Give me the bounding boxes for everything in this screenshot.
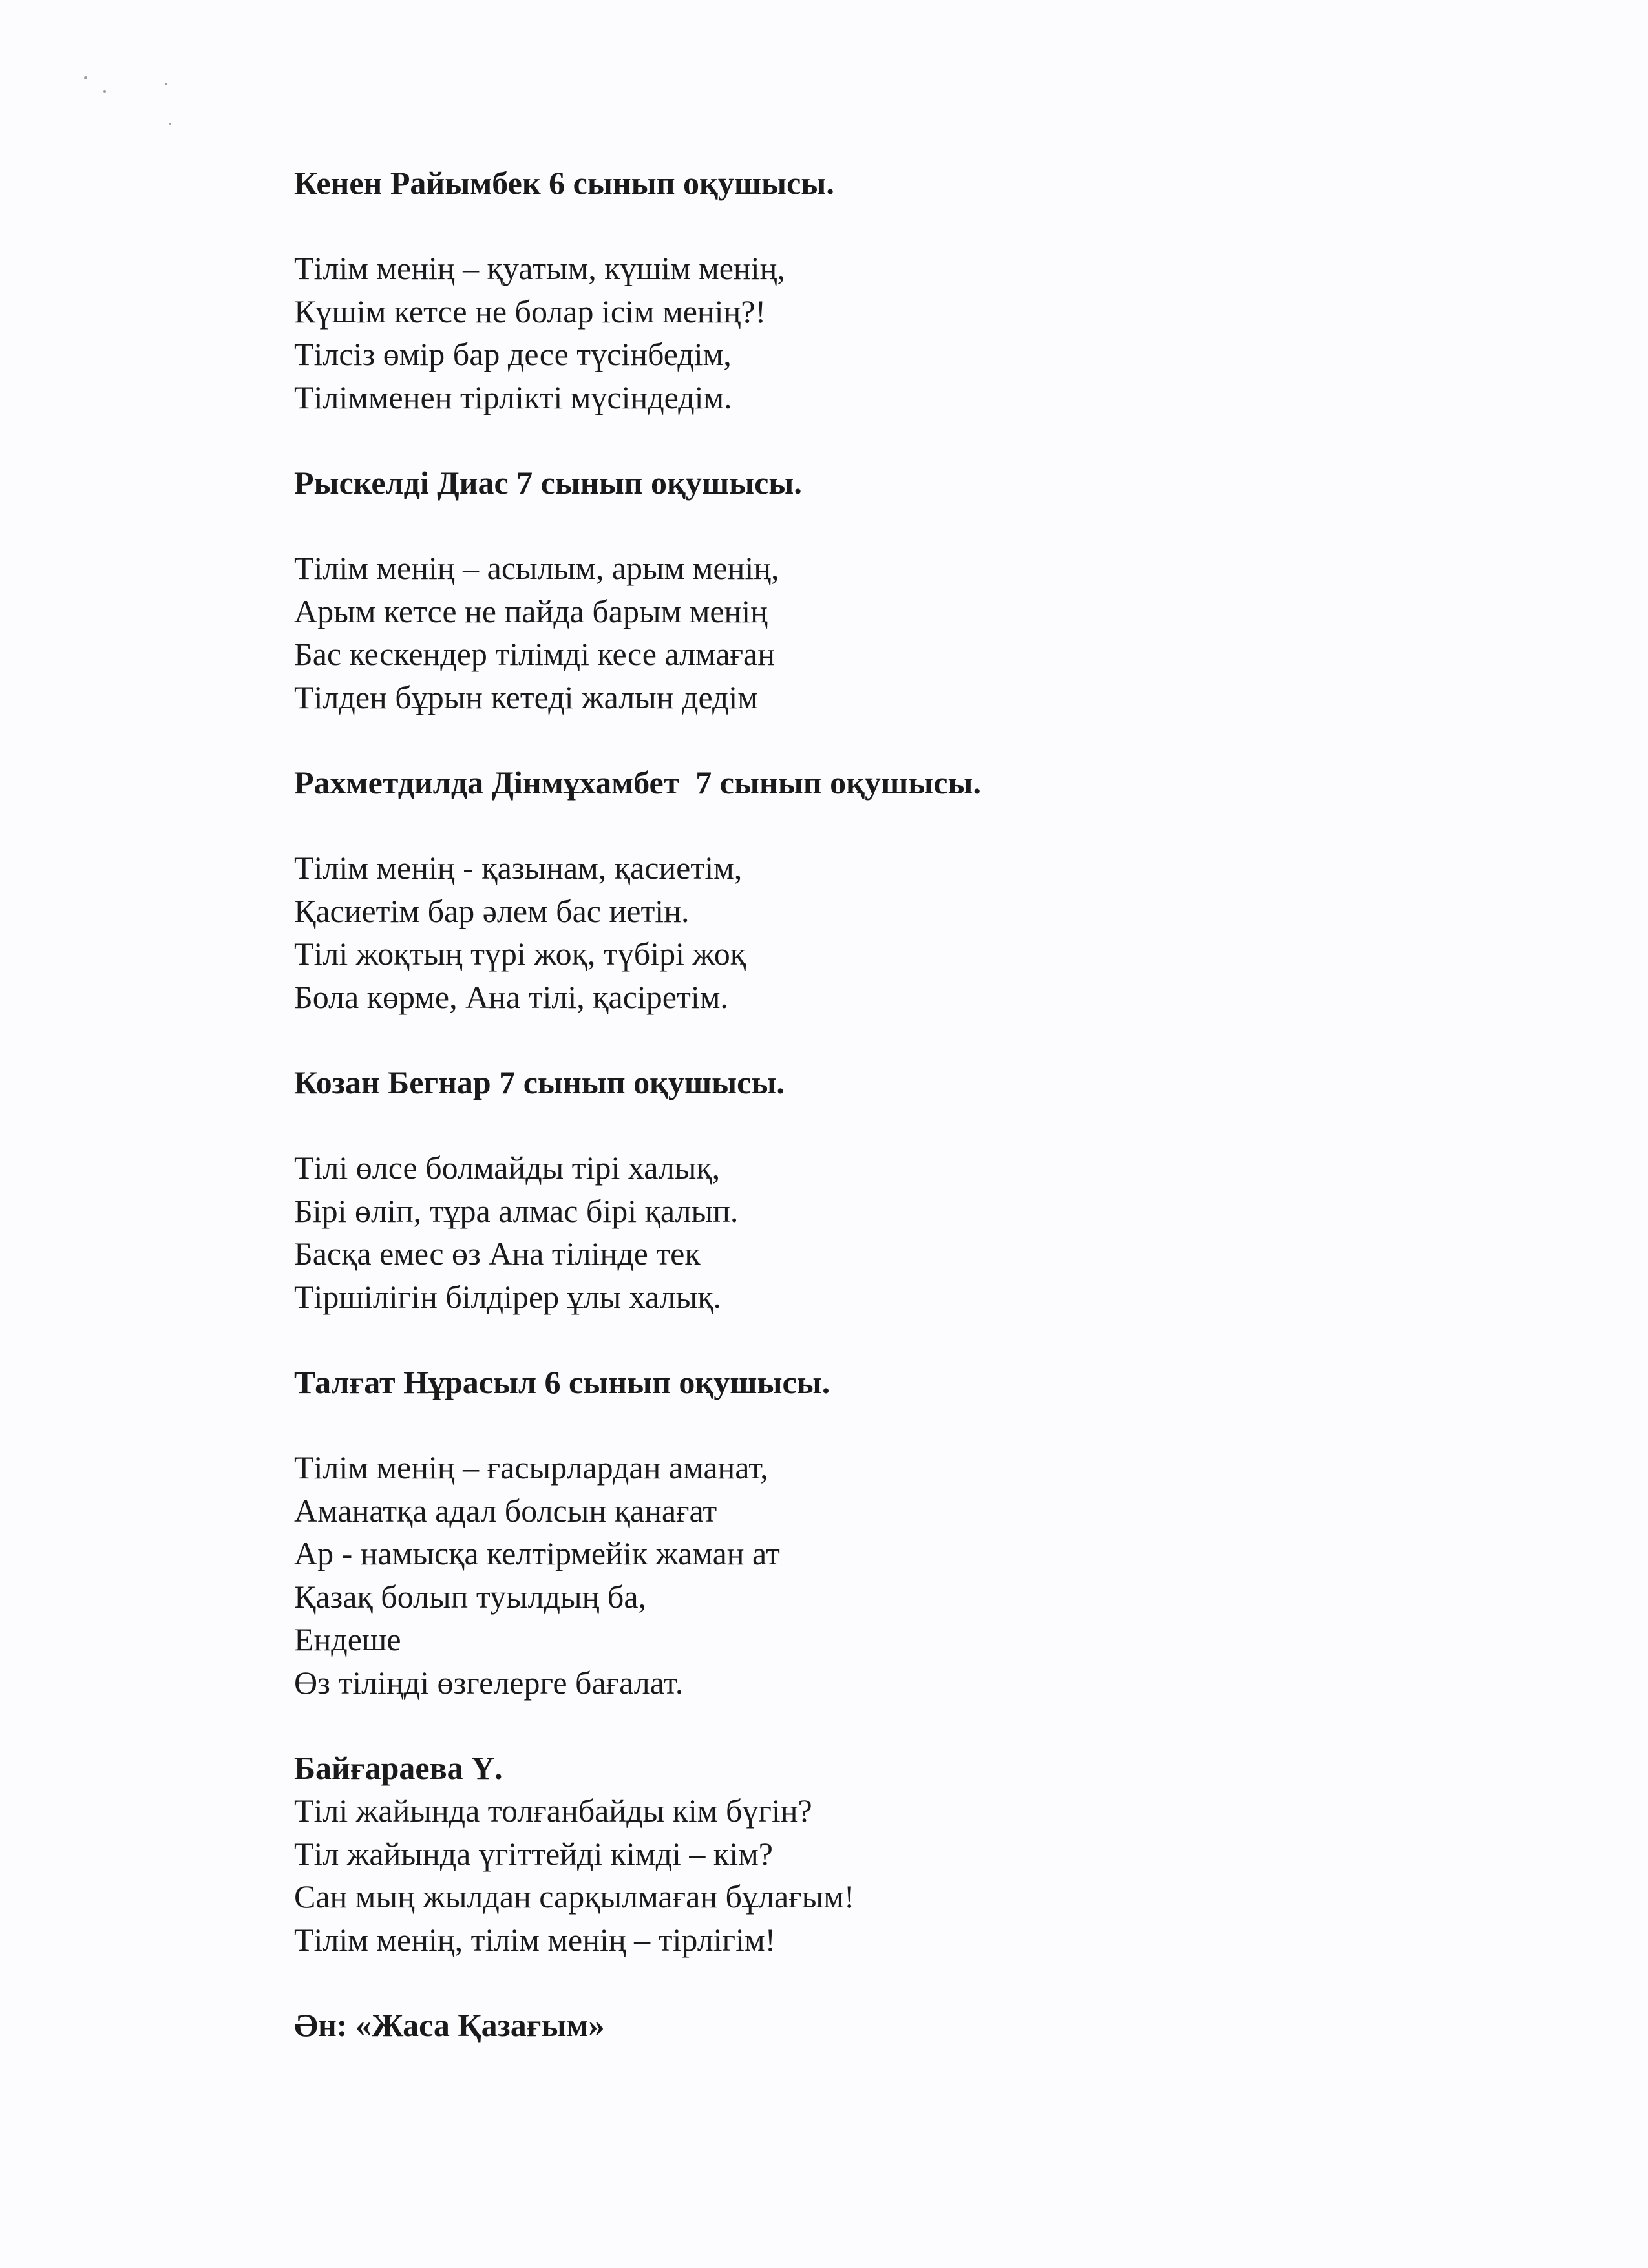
poem-line: Ендеше bbox=[294, 1621, 401, 1657]
section-heading: Байғараева Ү. bbox=[294, 1750, 503, 1786]
poem-line: Тілім менің – ғасырлардан аманат, bbox=[294, 1449, 768, 1486]
section-heading: Кенен Райымбек 6 сынып оқушысы. bbox=[294, 165, 834, 201]
scan-speck bbox=[169, 123, 171, 125]
poem-line: Тіршілігін білдірер ұлы халық. bbox=[294, 1278, 721, 1315]
poem-line: Бірі өліп, тұра алмас бірі қалып. bbox=[294, 1192, 739, 1229]
poem-line: Тілі жоқтың түрі жоқ, түбірі жоқ bbox=[294, 936, 746, 972]
section-heading: Рахметдилда Дінмұхамбет 7 сынып оқушысы. bbox=[294, 764, 981, 801]
poem-line: Бас кескендер тілімді кесе алмаған bbox=[294, 636, 775, 672]
scan-speck bbox=[84, 76, 87, 79]
scan-speck bbox=[165, 83, 167, 85]
section-heading: Талғат Нұрасыл 6 сынып оқушысы. bbox=[294, 1364, 830, 1400]
poem-line: Тілім менің – асылым, арым менің, bbox=[294, 550, 779, 586]
scan-speck bbox=[103, 90, 106, 93]
poem-line: Тілімменен тірлікті мүсіндедім. bbox=[294, 379, 732, 415]
poem-line: Тілім менің, тілім менің – тірлігім! bbox=[294, 1921, 776, 1958]
section-heading: Козан Бегнар 7 сынып оқушысы. bbox=[294, 1064, 785, 1100]
poem-line: Тілсіз өмір бар десе түсінбедім, bbox=[294, 336, 732, 372]
poem-line: Аманатқа адал болсын қанағат bbox=[294, 1492, 717, 1529]
poem-line: Тіл жайында үгіттейді кімді – кім? bbox=[294, 1835, 773, 1872]
poem-line: Арым кетсе не пайда барым менің bbox=[294, 593, 768, 629]
poem-line: Қасиетім бар әлем бас иетін. bbox=[294, 892, 690, 929]
poem-line: Тілден бұрын кетеді жалын дедім bbox=[294, 678, 758, 715]
poem-line: Күшім кетсе не болар ісім менің?! bbox=[294, 293, 766, 330]
poem-line: Тілі өлсе болмайды тірі халық, bbox=[294, 1150, 721, 1186]
poem-collection bbox=[294, 162, 1522, 2046]
poem-line: Өз тіліңді өзгелерге бағалат. bbox=[294, 1664, 684, 1701]
poem-line: Тілім менің - қазынам, қасиетім, bbox=[294, 850, 743, 886]
poem-line: Ар - намысқа келтірмейік жаман ат bbox=[294, 1535, 780, 1571]
section-heading: Рыскелді Диас 7 сынып оқушысы. bbox=[294, 465, 802, 501]
poem-line: Бола көрме, Ана тілі, қасіретім. bbox=[294, 978, 728, 1015]
poem-line: Сан мың жылдан сарқылмаған бұлағым! bbox=[294, 1878, 855, 1915]
poem-line: Қазақ болып туылдың ба, bbox=[294, 1578, 647, 1615]
poem-line: Басқа емес өз Ана тілінде тек bbox=[294, 1235, 701, 1272]
poem-line: Тілім менің – қуатым, күшім менің, bbox=[294, 250, 785, 286]
poem-line: Тілі жайында толғанбайды кім бүгін? bbox=[294, 1792, 812, 1829]
song-title: Ән: «Жаса Қазағым» bbox=[294, 2007, 605, 2043]
